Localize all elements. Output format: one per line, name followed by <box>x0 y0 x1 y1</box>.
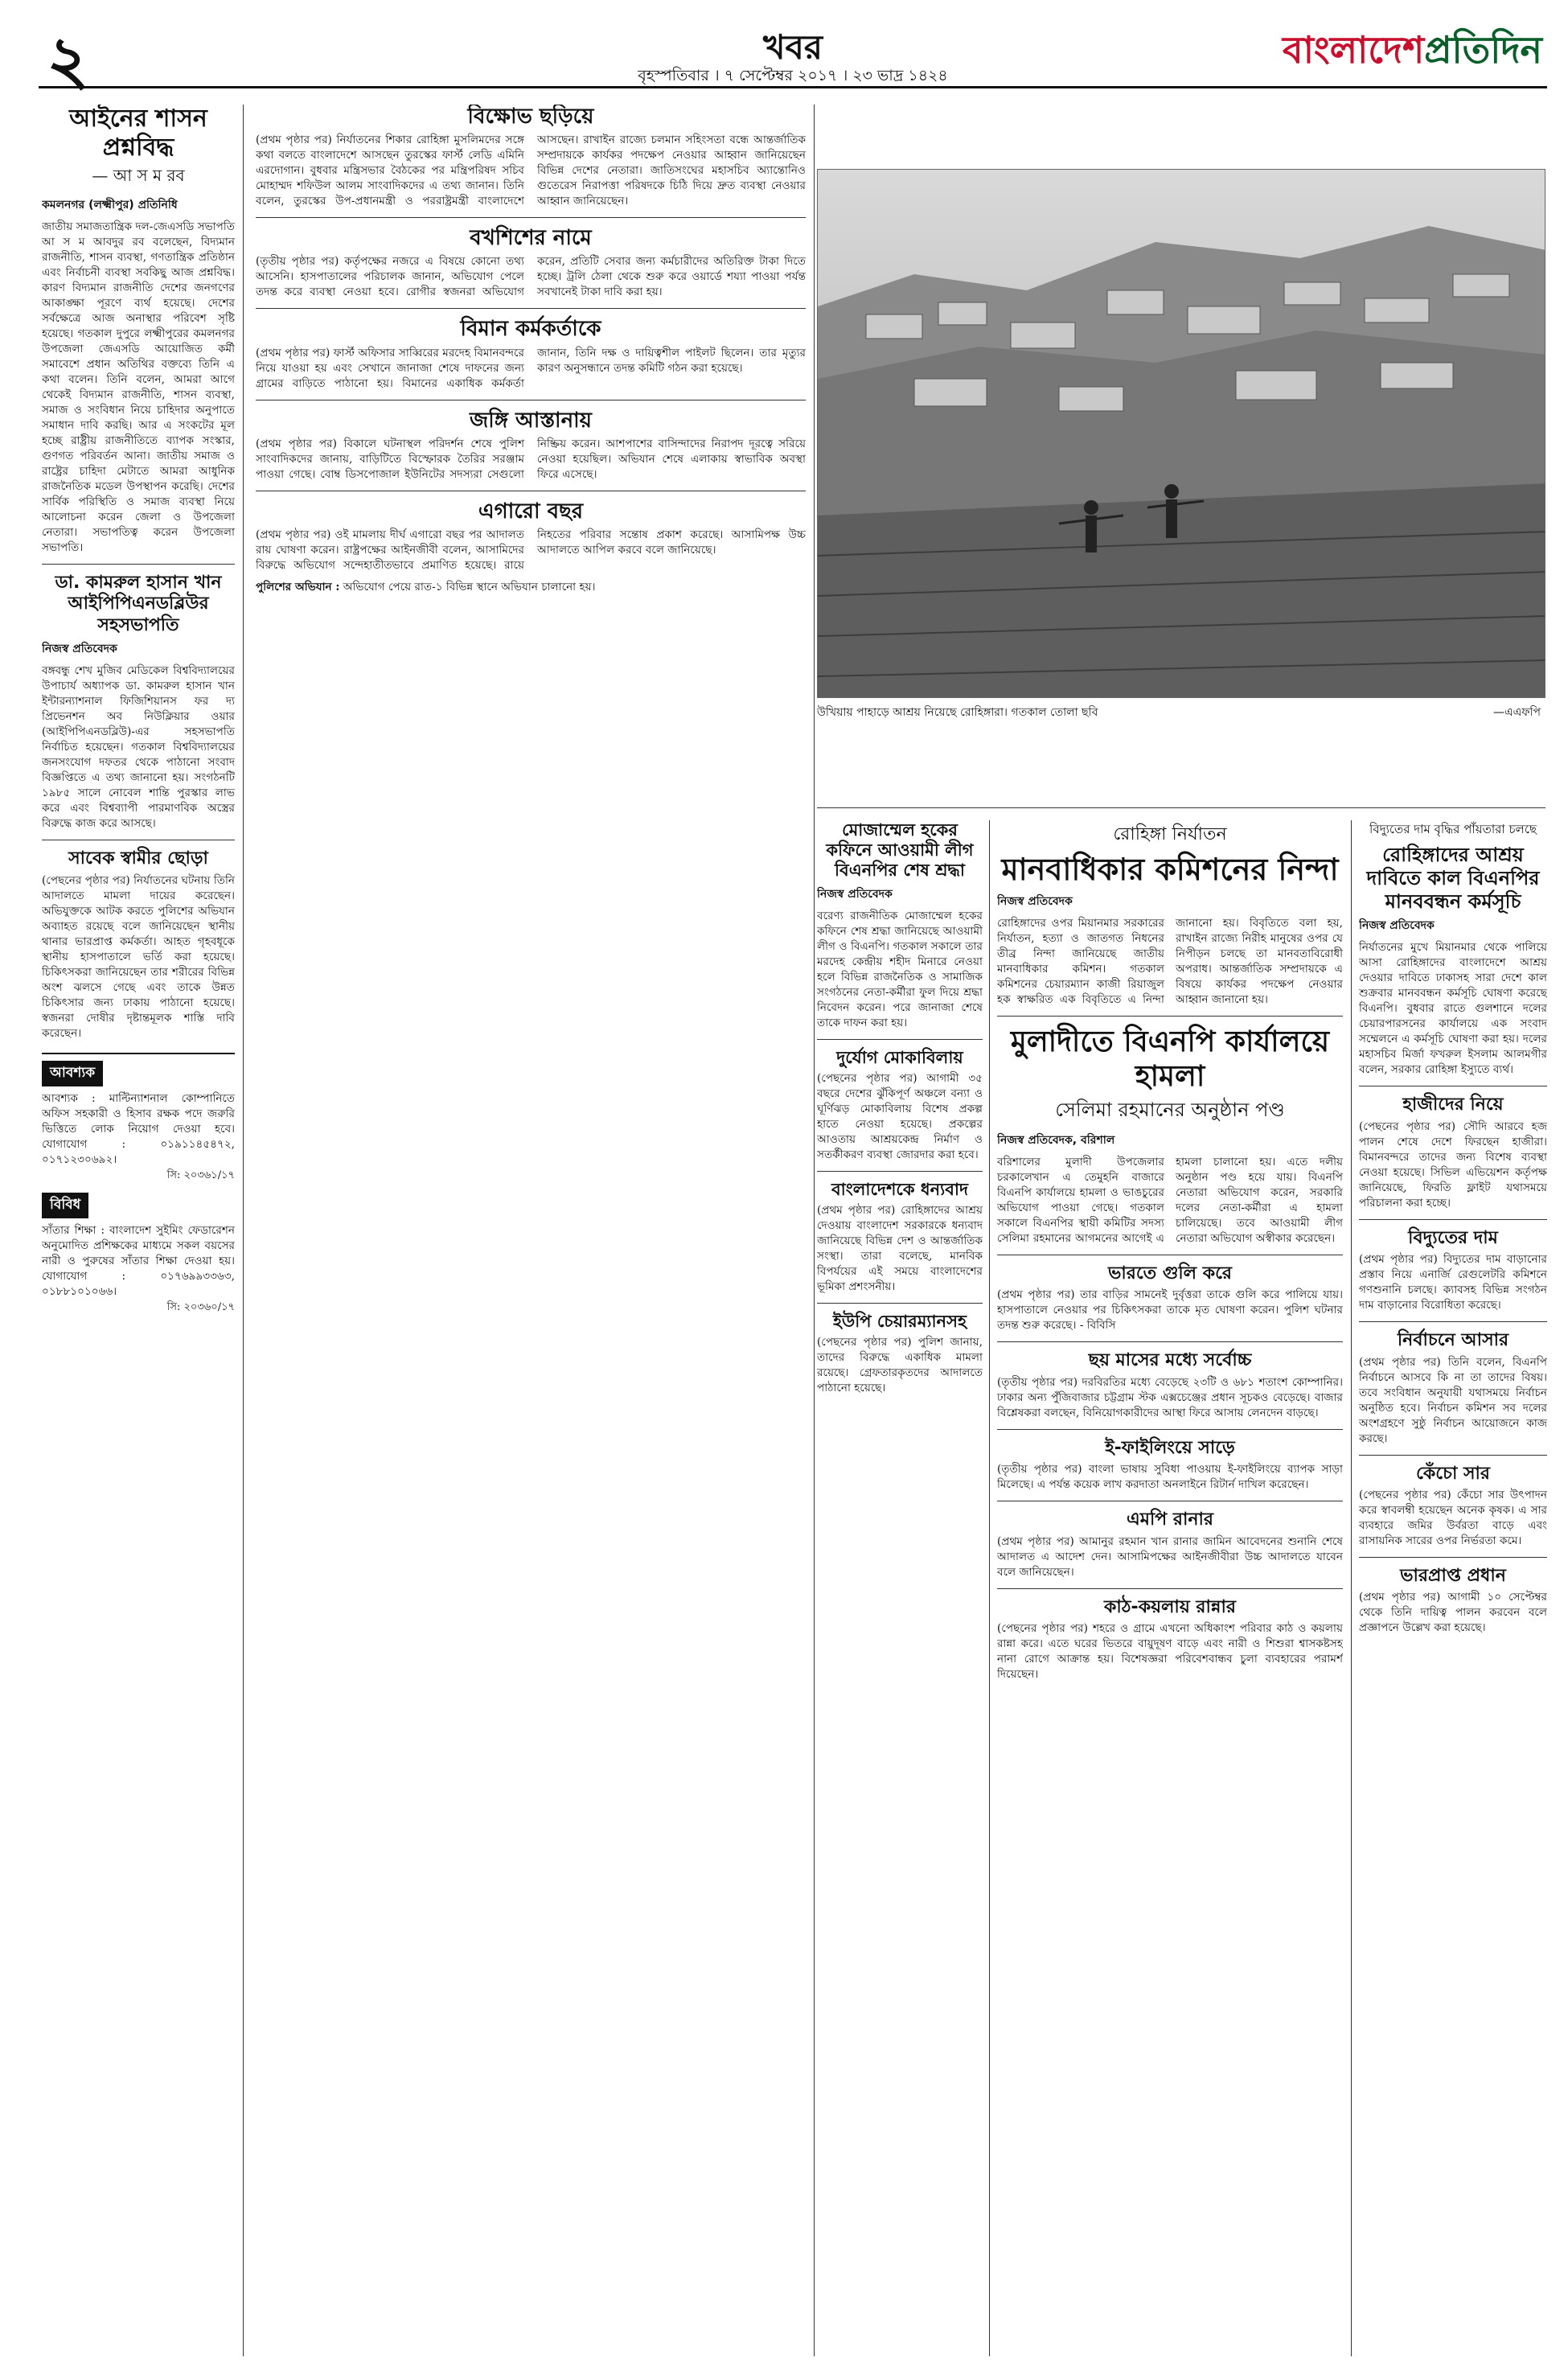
story-title: এমপি রানার <box>1127 1509 1213 1530</box>
page-number: ২ <box>47 23 90 99</box>
story-body: (পেছনের পৃষ্ঠার পর) শহরে ও গ্রামে এখনো অধিকাংশ পরিবার কাঠ ও কয়লায় রান্না করে। এতে ঘরের ভিতরে বায়ুদূষণ বাড়ে এবং নারী ও শিশুরা শ্বাসকষ্টসহ নানা রোগে আক্রান্ত হয়। বিশেষজ্ঞরা পরিবেশবান্ধব চুলা ব্যবহারের পরামর্শ দিয়েছেন। <box>997 1621 1343 1681</box>
story-title: জঙ্গি আস্তানায় <box>470 408 592 433</box>
section-title: খবর <box>762 27 823 67</box>
divider <box>256 308 806 309</box>
story-body: (তৃতীয় পৃষ্ঠার পর) দরবিরতির মধ্যে বেড়েছে ২৩টি ও ৬৮১ শতাংশ কোম্পানির। ঢাকার অন্য পুঁজিবাজার চট্টগ্রাম স্টক এক্সচেঞ্জের প্রধান সূচকও বেড়েছে। বাজার বিশ্লেষকরা বলছেন, বিনিয়োগকারীদের আস্থা ফিরে আসায় লেনদেন বাড়ছে। <box>997 1375 1343 1419</box>
photo-credit: —এএফপি <box>1492 706 1541 719</box>
ad-category-label: বিবিধ <box>42 1193 88 1218</box>
tail-body: অভিযোগ পেয়ে রাত-১ বিভিন্ন স্থানে অভিযান চালানো হয়। <box>343 580 596 594</box>
story-author: — আ স ম রব <box>92 166 185 185</box>
story-title: ইউপি চেয়ারম্যানসহ <box>833 1311 967 1331</box>
divider <box>817 1303 983 1304</box>
story-title: মুলাদীতে বিএনপি কার্যালয়ে হামলা <box>1010 1025 1330 1093</box>
divider <box>42 564 235 565</box>
story-body: (পেছনের পৃষ্ঠার পর) সৌদি আরবে হজ পালন শেষে দেশে ফিরছেন হাজীরা। বিমানবন্দরে তাদের জন্য বিশেষ ব্যবস্থা নেওয়া হয়েছে। সিভিল এভিয়েশন কর্তৃপক্ষ জানিয়েছে, ফিরতি ফ্লাইট যথাসময়ে পরিচালনা করা হচ্ছে। <box>1359 1119 1547 1210</box>
divider <box>256 217 806 218</box>
ad-body: আবশ্যক : মাল্টিন্যাশনাল কোম্পানিতে অফিস সহকারী ও হিসাব রক্ষক পদে জরুরি ভিত্তিতে লোক নিয়োগ দেওয়া হবে। যোগাযোগ : ০১৯১১৪৫৪৭২, ০১৭১২৩০৬৯২। <box>42 1091 235 1166</box>
divider <box>997 1016 1343 1017</box>
divider <box>997 1588 1343 1589</box>
story-body: (পেছনের পৃষ্ঠার পর) আগামী ৩৫ বছরে দেশের ঝুঁকিপূর্ণ অঞ্চলে বন্যা ও ঘূর্ণিঝড় মোকাবিলায় বিশেষ প্রকল্প হাতে নেওয়া হয়েছে। প্রকল্পের আওতায় আশ্রয়কেন্দ্র নির্মাণ ও সতর্কীকরণ ব্যবস্থা জোরদার করা হবে। <box>817 1071 983 1161</box>
divider <box>1359 1321 1547 1322</box>
column-rule <box>243 105 244 2356</box>
column-1 <box>42 105 235 2356</box>
story-title: ছয় মাসের মধ্যে সর্বোচ্চ <box>1088 1350 1252 1371</box>
story-title: বাংলাদেশকে ধন্যবাদ <box>831 1179 969 1199</box>
divider <box>817 807 1545 808</box>
story-title: আইনের শাসন <box>69 105 207 133</box>
column-rule <box>1351 820 1352 2356</box>
story-title: বিদ্যুতের দাম <box>1408 1227 1498 1248</box>
story-title: সাবেক স্বামীর ছোড়া <box>68 848 208 869</box>
story-body: বরিশালের মুলাদী উপজেলার চরকালেখান এ তেমুহনি বাজারে বিএনপি কার্যালয়ে হামলা ও ভাঙচুরের অভিযোগ পাওয়া গেছে। গতকাল সকালে বিএনপির স্থায়ী কমিটির সদস্য সেলিমা রহমানের আগমনের আগেই এ হামলা চালানো হয়। এতে দলীয় অনুষ্ঠান পণ্ড হয়ে যায়। বিএনপি নেতারা অভিযোগ করেন, সরকারি দলের নেতা-কর্মীরা এ হামলা চালিয়েছে। তবে আওয়ামী লীগ নেতারা অভিযোগ অস্বীকার করেছেন। <box>997 1155 1343 1245</box>
story-body: রোহিঙ্গাদের ওপর মিয়ানমার সরকারের নির্যাতন, হত্যা ও জাতগত নিধনের তীব্র নিন্দা জানিয়েছে জাতীয় মানবাধিকার কমিশন। গতকাল কমিশনের চেয়ারম্যান কাজী রিয়াজুল হক স্বাক্ষরিত এক বিবৃতিতে এ নিন্দা জানানো হয়। বিবৃতিতে বলা হয়, রাখাইন রাজ্যে নিরীহ মানুষের ওপর যে নিপীড়ন চলছে তা মানবতাবিরোধী অপরাধ। আন্তর্জাতিক সম্প্রদায়কে এ বিষয়ে কার্যকর পদক্ষেপ নেওয়ার আহ্বান জানানো হয়। <box>997 916 1343 1006</box>
story-title: হাজীদের নিয়ে <box>1402 1095 1504 1115</box>
story-byline: নিজস্ব প্রতিবেদক <box>817 887 893 901</box>
story-title: কেঁচো সার <box>1415 1463 1491 1484</box>
divider <box>997 1341 1343 1342</box>
divider <box>817 1171 983 1172</box>
story-body: (প্রথম পৃষ্ঠার পর) আমানুর রহমান খান রানার জামিন আবেদনের শুনানি শেষে আদালত এ আদেশ দেন। আসামিপক্ষের আইনজীবীরা উচ্চ আদালতে যাবেন বলে জানিয়েছেন। <box>997 1534 1343 1579</box>
column-4 <box>997 820 1343 2356</box>
story-title: বিমান কর্মকর্তাকে <box>460 317 601 342</box>
story-body: (প্রথম পৃষ্ঠার পর) বিকালে ঘটনাস্থল পরিদর্শন শেষে পুলিশ সাংবাদিকদের জানায়, বাড়িটিতে বিস্ফোরক তৈরির সরঞ্জাম পাওয়া গেছে। বোম্ব ডিসপোজাল ইউনিটের সদস্যরা সেগুলো নিষ্ক্রিয় করেন। আশপাশের বাসিন্দাদের নিরাপদ দূরত্বে সরিয়ে নেওয়া হয়েছিল। অভিযান শেষে এলাকায় স্বাভাবিক অবস্থা ফিরে এসেছে। <box>256 437 806 481</box>
story-title: মোজাম্মেল হকের কফিনে আওয়ামী লীগ বিএনপির শেষ শ্রদ্ধা <box>826 820 974 881</box>
story-title: বিক্ষোভ ছড়িয়ে <box>467 105 594 129</box>
story-body: বরেণ্য রাজনীতিক মোজাম্মেল হকের কফিনে শেষ শ্রদ্ধা জানিয়েছে আওয়ামী লীগ ও বিএনপি। গতকাল সকালে তার মরদেহ কেন্দ্রীয় শহীদ মিনারে নেওয়া হলে বিভিন্ন রাজনৈতিক ও সামাজিক সংগঠনের নেতা-কর্মীরা ফুল দিয়ে শ্রদ্ধা নিবেদন করেন। পরে জানাজা শেষে তাকে দাফন করা হয়। <box>817 909 983 1029</box>
story-body: নির্যাতনের মুখে মিয়ানমার থেকে পালিয়ে আসা রোহিঙ্গাদের বাংলাদেশে আশ্রয় দেওয়ার দাবিতে ঢাকাসহ সারা দেশে কাল শুক্রবার মানববন্ধন কর্মসূচি ঘোষণা করেছে বিএনপি। বুধবার রাতে গুলশানে দলের চেয়ারপারসনের কার্যালয়ে এক সংবাদ সম্মেলনে এ কর্মসূচি ঘোষণা করা হয়। দলের মহাসচিব মির্জা ফখরুল ইসলাম আলমগীর বলেন, সরকার রোহিঙ্গা ইস্যুতে ব্যর্থ। <box>1359 941 1547 1077</box>
story-title: ডা. কামরুল হাসান খান আইপিপিএনডব্লিউর সহসভাপতি <box>55 573 222 635</box>
issue-date: বৃহস্পতিবার । ৭ সেপ্টেম্বর ২০১৭ । ২৩ ভাদ্র ১৪২৪ <box>638 67 948 84</box>
story-body: (প্রথম পৃষ্ঠার পর) ওই মামলায় দীর্ঘ এগারো বছর পর আদালত রায় ঘোষণা করেন। রাষ্ট্রপক্ষের আইনজীবী বলেন, আসামিদের বিরুদ্ধে অভিযোগ সন্দেহাতীতভাবে প্রমাণিত হয়েছে। রায়ে নিহতের পরিবার সন্তোষ প্রকাশ করেছে। আসামিপক্ষ উচ্চ আদালতে আপিল করবে বলে জানিয়েছে। <box>256 528 806 572</box>
ad-category-label: আবশ্যক <box>42 1061 103 1086</box>
ad-code: সি: ২০৩৬১/১৭ <box>166 1169 235 1181</box>
story-byline: নিজস্ব প্রতিবেদক, বরিশাল <box>997 1133 1115 1147</box>
column-rule <box>989 820 990 2356</box>
column-3 <box>817 820 983 2356</box>
story-title: বখশিশের নামে <box>470 226 592 251</box>
story-kicker: বিদ্যুতের দাম বৃদ্ধির পাঁয়তারা চলছে <box>1369 822 1537 836</box>
story-body: (প্রথম পৃষ্ঠার পর) আগামী ১০ সেপ্টেম্বর থেকে তিনি দায়িত্ব পালন করবেন বলে প্রজ্ঞাপনে উল্লেখ করা হয়েছে। <box>1359 1591 1547 1635</box>
photo-image <box>818 170 1545 698</box>
divider <box>997 1429 1343 1430</box>
story-body: (প্রথম পৃষ্ঠার পর) তার বাড়ির সামনেই দুর্বৃত্তরা তাকে গুলি করে পালিয়ে যায়। হাসপাতালে নেওয়ার পর চিকিৎসকরা তাকে মৃত ঘোষণা করেন। পুলিশ ঘটনার তদন্ত শুরু করেছে। - বিবিসি <box>997 1288 1343 1333</box>
story-byline: নিজস্ব প্রতিবেদক <box>1359 919 1435 933</box>
story-byline: নিজস্ব প্রতিবেদক <box>997 894 1073 908</box>
story-body: (তৃতীয় পৃষ্ঠার পর) কর্তৃপক্ষের নজরে এ বিষয়ে কোনো তথ্য আসেনি। হাসপাতালের পরিচালক জানান, অভিযোগ পেলে তদন্ত করে ব্যবস্থা নেওয়া হবে। রোগীর স্বজনরা অভিযোগ করেন, প্রতিটি সেবার জন্য কর্মচারীদের অতিরিক্ত টাকা দিতে হচ্ছে। ট্রলি ঠেলা থেকে শুরু করে ওয়ার্ডে শয্যা পাওয়া পর্যন্ত সবখানেই টাকা দাবি করা হয়। <box>256 255 806 299</box>
column-2 <box>256 105 806 2356</box>
story-body: (তৃতীয় পৃষ্ঠার পর) বাংলা ভাষায় সুবিধা পাওয়ায় ই-ফাইলিংয়ে ব্যাপক সাড়া মিলেছে। এ পর্যন্ত কয়েক লাখ করদাতা অনলাইনে রিটার্ন দাখিল করেছেন। <box>997 1463 1343 1492</box>
masthead <box>39 14 1547 99</box>
refugee-camp-photo <box>817 169 1545 698</box>
story-body: (প্রথম পৃষ্ঠার পর) বিদ্যুতের দাম বাড়ানোর প্রস্তাব নিয়ে এনার্জি রেগুলেটরি কমিশনে গণশুনানি চলছে। ক্যাবসহ বিভিন্ন সংগঠন দাম বাড়ানোর বিরোধিতা করেছে। <box>1359 1253 1547 1312</box>
story-title: ভারপ্রাপ্ত প্রধান <box>1400 1565 1506 1586</box>
story-title-line2: প্রশ্নবিদ্ধ <box>102 133 174 162</box>
story-body: (পেছনের পৃষ্ঠার পর) কেঁচো সার উৎপাদন করে স্বাবলম্বী হয়েছেন অনেক কৃষক। এ সার ব্যবহারে জমির উর্বরতা বাড়ে এবং রাসায়নিক সারের ওপর নির্ভরতা কমে। <box>1359 1488 1547 1547</box>
story-body: (প্রথম পৃষ্ঠার পর) রোহিঙ্গাদের আশ্রয় দেওয়ায় বাংলাদেশ সরকারকে ধন্যবাদ জানিয়েছে বিভিন্ন দেশ ও আন্তর্জাতিক সংস্থা। তারা বলেছে, মানবিক বিপর্যয়ের এই সময়ে বাংলাদেশের ভূমিকা প্রশংসনীয়। <box>817 1203 983 1293</box>
divider <box>1359 1219 1547 1220</box>
story-title: নির্বাচনে আসার <box>1397 1330 1509 1351</box>
story-title: ভারতে গুলি করে <box>1107 1263 1233 1284</box>
story-subtitle: সেলিমা রহমানের অনুষ্ঠান পণ্ড <box>1055 1098 1285 1121</box>
photo-caption-bar <box>817 703 1545 722</box>
story-kicker: রোহিঙ্গা নির্যাতন <box>1113 824 1227 844</box>
story-body: (পেছনের পৃষ্ঠার পর) পুলিশ জানায়, তাদের বিরুদ্ধে একাধিক মামলা রয়েছে। গ্রেফতারকৃতদের আদালতে পাঠানো হয়েছে। <box>817 1336 983 1395</box>
story-title: ই-ফাইলিংয়ে সাড়ে <box>1105 1437 1235 1458</box>
logo-part-2: প্রতিদিন <box>1424 28 1542 72</box>
ad-body: সাঁতার শিক্ষা : বাংলাদেশ সুইমিং ফেডারেশন অনুমোদিত প্রশিক্ষকের মাধ্যমে সকল বয়সের নারী ও পুরুষের সাঁতার শিক্ষা দেওয়া হয়। যোগাযোগ : ০১৭৬৯৯৩৩৬৩, ০১৮৮১০১০৬৬। <box>42 1223 235 1298</box>
story-body: জাতীয় সমাজতান্ত্রিক দল-জেএসডি সভাপতি আ স ম আবদুর রব বলেছেন, বিদ্যমান রাজনীতি, শাসন ব্যবস্থা, গণতান্ত্রিক প্রতিষ্ঠান এবং নির্বাচনী ব্যবস্থা সবকিছু আজ প্রশ্নবিদ্ধ। কারণ বিদ্যমান রাজনীতি দেশের জনগণের আকাঙ্ক্ষা পূরণে ব্যর্থ হয়েছে। দেশের সর্বক্ষেত্রে আজ অনাস্থার পরিবেশ সৃষ্টি হয়েছে। গতকাল দুপুরে লক্ষ্মীপুরের কমলনগর উপজেলা জেএসডি আয়োজিত কর্মী সমাবেশে প্রধান অতিথির বক্তব্যে তিনি এ কথা বলেন। তিনি বলেন, আমরা আগে থেকেই বিদ্যমান রাজনীতি, শাসন ব্যবস্থা, সমাজ ও সংবিধান নিয়ে চাহিদার অনুপাতে সমাধান দাবি করছি। আর এ সংকটের মূল হচ্ছে রাষ্ট্রীয় রাজনীতিতে ব্যাপক সংস্কার, গুণগত পরিবর্তন আনা। জাতীয় সমাজ ও রাষ্ট্রের চাহিদা মেটাতে আমরা আধুনিক রাজনৈতিক মডেল উপস্থাপন করেছি। দেশের সার্বিক পরিস্থিতি ও সমাজ ব্যবস্থা নিয়ে আলোচনা করেন জেলা ও উপজেলা নেতারা। সভাপতিত্ব করেন উপজেলা সভাপতি। <box>42 220 235 554</box>
column-rule <box>814 105 815 2356</box>
tail-label: পুলিশের অভিযান : <box>256 580 340 594</box>
story-body: (প্রথম পৃষ্ঠার পর) ফার্স্ট অফিসার সাব্বিরের মরদেহ বিমানবন্দরে নিয়ে যাওয়া হয় এবং সেখানে জানাজা শেষে দাফনের জন্য গ্রামের বাড়িতে পাঠানো হয়। বিমানের একাধিক কর্মকর্তা জানান, তিনি দক্ষ ও দায়িত্বশীল পাইলট ছিলেন। তার মৃত্যুর কারণ অনুসন্ধানে তদন্ত কমিটি গঠন করা হয়েছে। <box>256 346 806 390</box>
main-headline: মানবাধিকার কমিশনের নিন্দা <box>1001 852 1339 887</box>
story-byline: কমলনগর (লক্ষ্মীপুর) প্রতিনিধি <box>42 199 178 212</box>
photo-caption: উখিয়ায় পাহাড়ে আশ্রয় নিয়েছে রোহিঙ্গারা। গতকাল তোলা ছবি <box>817 706 1098 719</box>
divider <box>817 1039 983 1040</box>
divider <box>1359 1455 1547 1456</box>
story-title: রোহিঙ্গাদের আশ্রয় দাবিতে কাল বিএনপির মানববন্ধন কর্মসূচি <box>1366 844 1540 913</box>
story-body: (প্রথম পৃষ্ঠার পর) তিনি বলেন, বিএনপি নির্বাচনে আসবে কি না তা তাদের বিষয়। তবে সংবিধান অনুযায়ী যথাসময়ে নির্বাচন অনুষ্ঠিত হবে। নির্বাচন কমিশন সব দলের অংশগ্রহণে সুষ্ঠু নির্বাচন আয়োজনে কাজ করছে। <box>1359 1355 1547 1445</box>
column-5 <box>1359 820 1547 2356</box>
divider <box>1359 1557 1547 1558</box>
story-body: বঙ্গবন্ধু শেখ মুজিব মেডিকেল বিশ্ববিদ্যালয়ের উপাচার্য অধ্যাপক ডা. কামরুল হাসান খান ইন্টারন্যাশনাল ফিজিশিয়ানস ফর দ্য প্রিভেনশন অব নিউক্লিয়ার ওয়ার (আইপিপিএনডব্লিউ)-এর সহসভাপতি নির্বাচিত হয়েছেন। গতকাল বিশ্ববিদ্যালয়ের জনসংযোগ দফতর থেকে পাঠানো সংবাদ বিজ্ঞপ্তিতে এ তথ্য জানানো হয়। সংগঠনটি ১৯৮৫ সালে নোবেল শান্তি পুরস্কার লাভ করে এবং বিশ্বব্যাপী পারমাণবিক অস্ত্রের বিরুদ্ধে কাজ করে আসছে। <box>42 664 235 831</box>
classified-ads <box>42 1053 235 1316</box>
story-title: এগারো বছর <box>478 499 584 524</box>
story-title: দুর্যোগ মোকাবিলায় <box>836 1047 963 1067</box>
story-body: (প্রথম পৃষ্ঠার পর) নির্যাতনের শিকার রোহিঙ্গা মুসলিমদের সঙ্গে কথা বলতে বাংলাদেশে আসছেন তুরস্কের ফার্স্ট লেডি এমিনি এরদোগান। বুধবার মন্ত্রিসভার বৈঠকের পর মন্ত্রিপরিষদ সচিব মোহাম্মদ শফিউল আলম সাংবাদিকদের এ তথ্য জানান। তিনি বলেন, তুরস্কের উপ-প্রধানমন্ত্রী ও পররাষ্ট্রমন্ত্রী বাংলাদেশে আসছেন। রাখাইন রাজ্যে চলমান সহিংসতা বন্ধে আন্তর্জাতিক সম্প্রদায়কে কার্যকর পদক্ষেপ নেওয়ার আহ্বান জানিয়েছেন বিভিন্ন দেশের নেতারা। জাতিসংঘের মহাসচিব অ্যান্তোনিও গুতেরেস নিরাপত্তা পরিষদকে চিঠি দিয়ে দ্রুত ব্যবস্থা নেওয়ার আহ্বান জানিয়েছেন। <box>256 133 806 208</box>
newspaper-logo <box>1283 23 1542 84</box>
story-byline: নিজস্ব প্রতিবেদক <box>42 643 117 656</box>
story-title: কাঠ-কয়লায় রান্নার <box>1104 1596 1236 1617</box>
story-body: (পেছনের পৃষ্ঠার পর) নির্যাতনের ঘটনায় তিনি আদালতে মামলা দায়ের করেছেন। অভিযুক্তকে আটক করতে পুলিশের অভিযান অব্যাহত রয়েছে বলে জানিয়েছেন স্থানীয় থানার ভারপ্রাপ্ত কর্মকর্তা। আহত গৃহবধূকে স্থানীয় হাসপাতালে ভর্তি করা হয়েছে। চিকিৎসকরা জানিয়েছেন তার শরীরের বিভিন্ন অংশ ঝলসে গেছে এবং তাকে উন্নত চিকিৎসার জন্য ঢাকায় পাঠানো হয়েছে। স্বজনরা দোষীর দৃষ্টান্তমূলক শাস্তি দাবি করেছেন। <box>42 873 235 1040</box>
logo-part-1: বাংলাদেশ <box>1282 28 1425 72</box>
ad-code: সি: ২০৩৬০/১৭ <box>166 1300 235 1313</box>
